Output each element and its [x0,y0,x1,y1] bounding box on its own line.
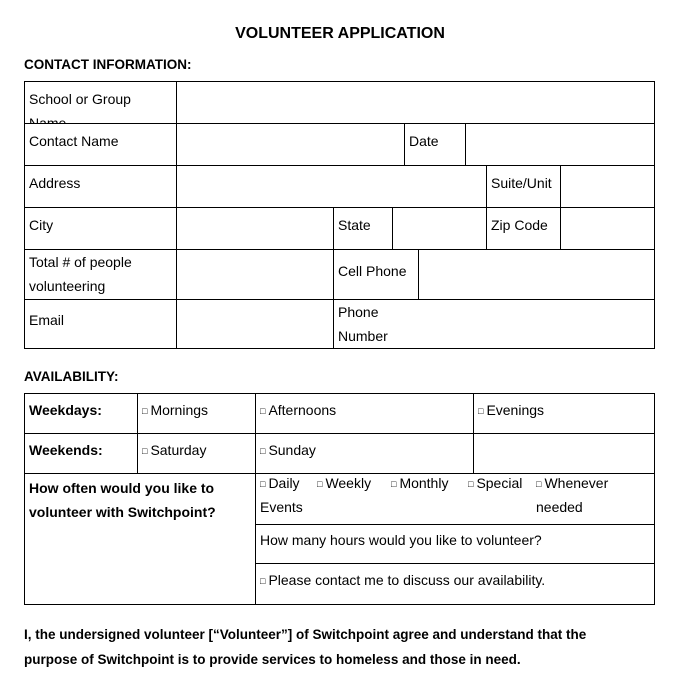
phone-number-label-line2: Number [338,328,388,344]
afternoons-option-label: Afternoons [268,402,337,418]
state-label [333,207,393,250]
mornings-option-label: Mornings [150,402,209,418]
email-label [24,299,177,349]
contact-me-option-label: Please contact me to discuss our availability. [268,572,546,588]
frequency-question-line1: How often would you like to [29,480,215,496]
agreement-paragraph [24,622,644,672]
afternoons-checkbox-icon[interactable]: □ [260,406,266,416]
mornings-option[interactable] [137,393,256,434]
special-events-checkbox-icon[interactable]: □ [468,479,474,489]
agreement-line2: purpose of Switchpoint is to provide services to homeless and those in need. [24,652,521,667]
phone-number-label-line1: Phone [338,304,379,320]
monthly-option[interactable] [391,471,448,496]
hours-question-label: How many hours would you like to volunteer? [260,532,542,548]
hours-question-field[interactable] [255,524,655,564]
sunday-option[interactable] [255,433,474,474]
city-label-text: City [29,217,54,233]
email-label-text: Email [29,312,65,328]
city-field[interactable] [176,207,334,250]
agreement-line1: I, the undersigned volunteer [“Volunteer”] of Switchpoint agree and understand that the [24,627,587,642]
total-people-label [24,249,177,300]
zip-code-label [486,207,561,250]
weekends-label [24,433,138,474]
suite-unit-field[interactable] [560,165,655,208]
phone-number-field[interactable] [333,299,655,349]
frequency-question-line2: volunteer with Switchpoint? [29,504,216,520]
weekends-label-text: Weekends: [29,442,103,458]
date-label [404,123,466,166]
frequency-question [24,473,256,605]
address-label [24,165,177,208]
evenings-option-label: Evenings [486,402,545,418]
school-group-name-field[interactable] [176,81,655,124]
contact-name-label [24,123,177,166]
contact-name-field[interactable] [176,123,405,166]
whenever-needed-option-label-line2: needed [536,499,583,515]
contact-section-heading: CONTACT INFORMATION: [24,57,192,72]
weekly-checkbox-icon[interactable]: □ [317,479,323,489]
total-people-label-line2: volunteering [29,278,106,294]
whenever-needed-option-continued [536,495,583,519]
saturday-option[interactable] [137,433,256,474]
contact-me-checkbox-icon[interactable]: □ [260,576,266,586]
daily-option[interactable] [260,471,300,496]
monthly-option-label: Monthly [399,475,449,491]
contact-me-option[interactable] [255,563,655,605]
saturday-option-label: Saturday [150,442,207,458]
address-field[interactable] [176,165,487,208]
zip-code-label-text: Zip Code [491,217,548,233]
saturday-checkbox-icon[interactable]: □ [142,446,148,456]
daily-option-label: Daily [268,475,300,491]
weekends-empty-cell [473,433,655,474]
contact-name-label-text: Contact Name [29,133,119,149]
availability-section-heading: AVAILABILITY: [24,369,119,384]
evenings-option[interactable] [473,393,655,434]
weekdays-label-text: Weekdays: [29,402,102,418]
whenever-needed-checkbox-icon[interactable]: □ [536,479,542,489]
whenever-needed-option-label: Whenever [544,475,609,491]
email-field[interactable] [176,299,334,349]
weekly-option[interactable] [317,471,371,496]
special-events-option-label: Special [476,475,523,491]
suite-unit-label-text: Suite/Unit [491,175,552,191]
weekly-option-label: Weekly [325,475,372,491]
state-label-text: State [338,217,371,233]
frequency-options [255,473,655,525]
total-people-label-line1: Total # of people [29,254,132,270]
sunday-option-label: Sunday [268,442,316,458]
special-events-option[interactable] [468,471,522,496]
cell-phone-field[interactable] [418,249,655,300]
cell-phone-label [333,249,419,300]
cell-phone-label-text: Cell Phone [338,263,407,279]
special-events-option-continued [260,495,303,519]
weekdays-label [24,393,138,434]
date-label-text: Date [409,133,439,149]
afternoons-option[interactable] [255,393,474,434]
sunday-checkbox-icon[interactable]: □ [260,446,266,456]
address-label-text: Address [29,175,81,191]
state-field[interactable] [392,207,487,250]
form-title: VOLUNTEER APPLICATION [235,25,445,42]
evenings-checkbox-icon[interactable]: □ [478,406,484,416]
mornings-checkbox-icon[interactable]: □ [142,406,148,416]
total-people-field[interactable] [176,249,334,300]
zip-code-field[interactable] [560,207,655,250]
special-events-option-label-line2: Events [260,499,303,515]
whenever-needed-option[interactable] [536,471,608,496]
school-group-name-label-text: School or Group [29,91,131,107]
date-field[interactable] [465,123,655,166]
monthly-checkbox-icon[interactable]: □ [391,479,397,489]
suite-unit-label [486,165,561,208]
school-group-name-label [24,81,177,124]
city-label [24,207,177,250]
daily-checkbox-icon[interactable]: □ [260,479,266,489]
